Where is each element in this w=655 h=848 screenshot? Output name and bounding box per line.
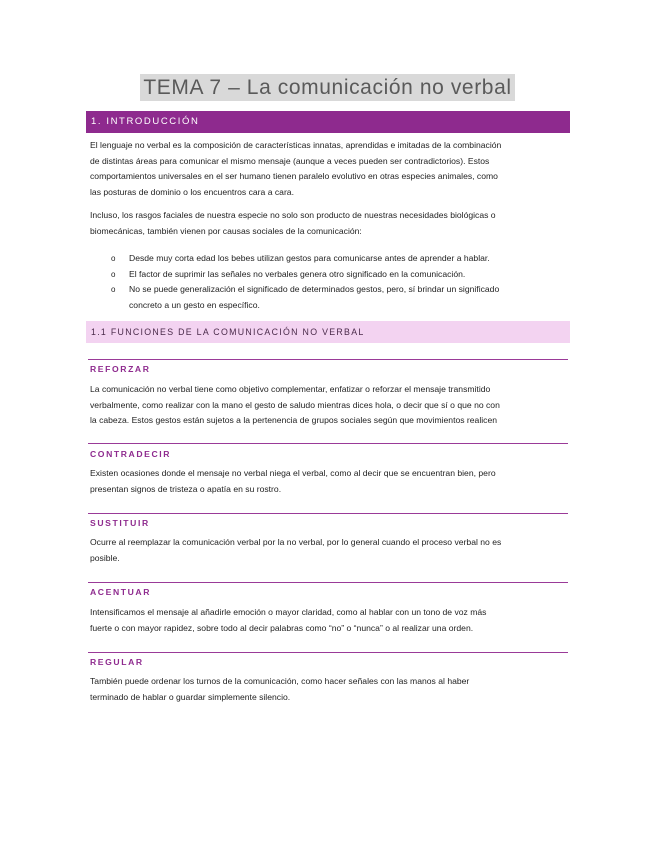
text-line: las posturas de dominio o los encuentros cara a cara. [90, 186, 294, 197]
list-item-text: El factor de suprimir las señales no verbales genera otro significado en la comunicación. [129, 268, 466, 279]
intro-paragraph-1 [90, 138, 568, 200]
subheading-reforzar: REFORZAR [90, 364, 151, 374]
subheading-regular: REGULAR [90, 657, 144, 667]
contradecir-paragraph [90, 466, 568, 497]
intro-paragraph-2 [90, 208, 568, 239]
text-line: verbalmente, como realizar con la mano el gesto de saludo mientras dices hola, o decir que sí o que no con [90, 399, 500, 410]
list-item [90, 282, 568, 313]
sustituir-paragraph [90, 535, 568, 566]
text-line: La comunicación no verbal tiene como objetivo complementar, enfatizar o reforzar el mensaje transmitido [90, 384, 491, 394]
text-line: fuerte o con mayor rapidez, sobre todo al decir palabras como “no” o “nunca” o al realizar una orden. [90, 622, 474, 633]
text-line: posible. [90, 552, 120, 563]
acentuar-paragraph [90, 605, 568, 636]
subheading-sustituir: SUSTITUIR [90, 518, 150, 528]
text-line: la cabeza. Estos gestos están sujetos a la pertenencia de grupos sociales según que movimientos realicen [90, 415, 498, 426]
subheading-acentuar: ACENTUAR [90, 587, 152, 597]
text-line: Intensificamos el mensaje al añadirle emoción o mayor claridad, como al hablar con un tono de voz más [90, 607, 487, 617]
bullet-marker-icon: o [111, 254, 116, 263]
title-container [0, 74, 655, 101]
section-divider [88, 652, 568, 653]
text-line: También puede ordenar los turnos de la comunicación, como hacer señales con las manos al haber [90, 676, 470, 686]
page-title: TEMA 7 – La comunicación no verbal [140, 74, 514, 101]
text-line: de distintas áreas para comunicar el mismo mensaje (aunque a veces pueden ser contradictorios). Estos [90, 155, 490, 166]
section-divider [88, 359, 568, 360]
bullet-marker-icon: o [111, 269, 116, 279]
section-heading-introduccion: 1. INTRODUCCIÓN [86, 111, 570, 133]
list-item-text: Desde muy corta edad los bebes utilizan gestos para comunicarse antes de aprender a hablar. [129, 253, 490, 263]
regular-paragraph [90, 674, 568, 705]
text-line: comportamientos universales en el ser humano tienen paralelo evolutivo en otras especies animales, como [90, 171, 498, 182]
text-line: Incluso, los rasgos faciales de nuestra especie no solo son producto de nuestras necesidades biológicas o [90, 210, 496, 220]
section-heading-funciones: 1.1 FUNCIONES DE LA COMUNICACIÓN NO VERBAL [86, 321, 570, 343]
text-line: biomecánicas, también vienen por causas sociales de la comunicación: [90, 225, 362, 236]
text-line: terminado de hablar o guardar simplemente silencio. [90, 691, 291, 702]
section-divider [88, 582, 568, 583]
reforzar-paragraph [90, 382, 568, 429]
section-divider [88, 513, 568, 514]
list-item [90, 267, 568, 283]
list-item-text: concreto a un gesto en específico. [129, 299, 260, 310]
section-divider [88, 443, 568, 444]
bullet-list [90, 251, 568, 313]
text-line: presentan signos de tristeza o apatía en su rostro. [90, 483, 282, 494]
bullet-marker-icon: o [111, 285, 116, 295]
text-line: Existen ocasiones donde el mensaje no verbal niega el verbal, como al decir que se encuentran bien, pero [90, 468, 496, 478]
text-line: Ocurre al reemplazar la comunicación verbal por la no verbal, por lo general cuando el proceso verbal no es [90, 537, 502, 547]
list-item-text: No se puede generalización el significado de determinados gestos, pero, sí brindar un significado [129, 284, 500, 295]
subheading-contradecir: CONTRADECIR [90, 449, 172, 459]
text-line: El lenguaje no verbal es la composición de características innatas, aprendidas e imitadas de la combinación [90, 140, 502, 150]
list-item [90, 251, 568, 267]
